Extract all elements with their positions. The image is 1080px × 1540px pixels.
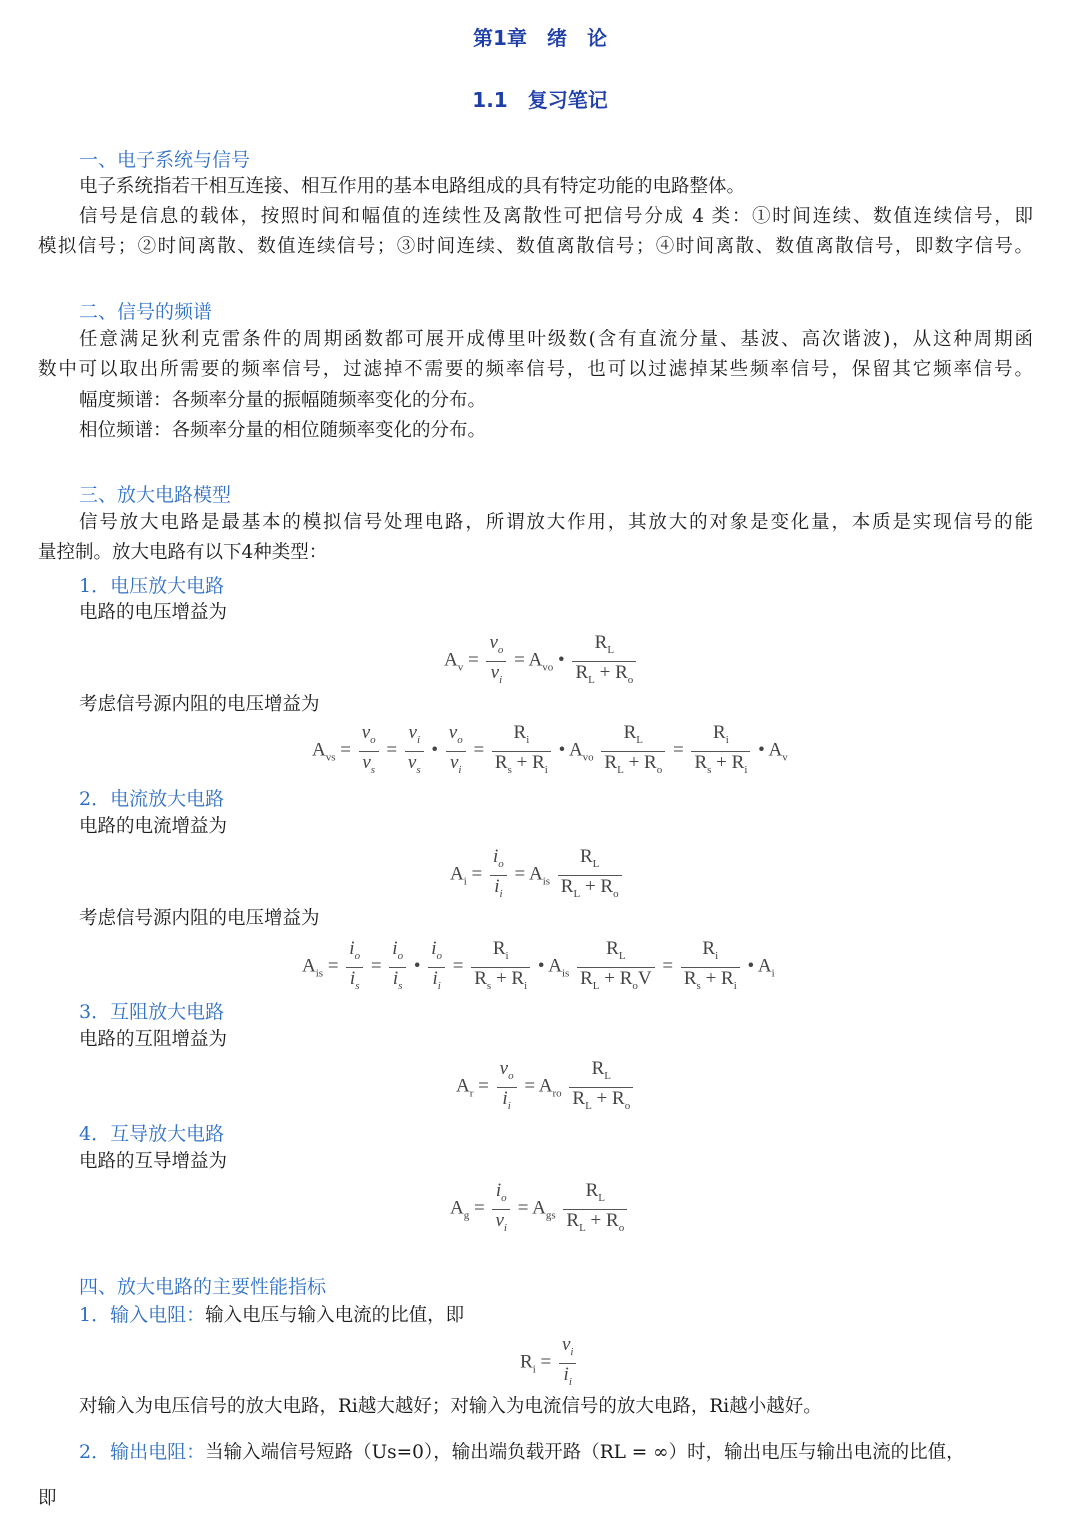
subsection-title-transresistance: 3．互阻放大电路: [79, 1001, 225, 1023]
subsection-title-voltage: 1．电压放大电路: [79, 575, 225, 597]
subsection-title-transconductance: 4．互导放大电路: [79, 1123, 225, 1145]
paragraph: 相位频谱：各频率分量的相位随频率变化的分布。: [79, 420, 487, 441]
section-heading-2: 二、信号的频谱: [79, 301, 213, 323]
paragraph: 信号放大电路是最基本的模拟信号处理电路，所谓放大作用，其放大的对象是变化量，本质是实现信号的能: [79, 512, 1033, 533]
paragraph: 数中可以取出所需要的频率信号，过滤掉不需要的频率信号，也可以过滤掉某些频率信号，保留其它频率信号。: [38, 359, 1033, 380]
section-heading-3: 三、放大电路模型: [79, 484, 232, 506]
output-resistance-label: 2．输出电阻：: [79, 1441, 206, 1463]
paragraph: 即: [38, 1488, 57, 1509]
formula-current-gain-source: $A_{is}$ = $\frac{i_o}{i_s}$ = $\frac{i_o}{i_s}$ • $\frac{i_o}{i_i}$ = $\frac{R_i}{R_s + R_i}$ • $A_{is}$ $R_L$ $R_L + R_oV$ = $\frac{R_i}{R_s + R_i}$ • $A_i$: [302, 938, 775, 992]
paragraph: 任意满足狄利克雷条件的周期函数都可展开成傅里叶级数(含有直流分量、基波、高次谐波)，从这种周期函: [79, 329, 1033, 350]
output-resistance-text: 当输入端信号短路（Us=0），输出端负载开路（RL = ∞）时，输出电压与输出电流的比值，: [205, 1442, 965, 1463]
formula-current-gain: $A_i$ = $\frac{i_o}{i_i}$ = $A_{is}$ $\frac{R_L}{R_L + R_o}$: [450, 846, 625, 905]
paragraph: 电路的互阻增益为: [79, 1029, 228, 1050]
paragraph: 考虑信号源内阻的电压增益为: [79, 694, 320, 715]
input-resistance-item: [79, 1300, 464, 1331]
chapter-title: 第1章 绪 论: [473, 26, 607, 50]
paragraph: 电路的互导增益为: [79, 1151, 228, 1172]
section-heading-4: 四、放大电路的主要性能指标: [79, 1276, 327, 1298]
paragraph: 量控制。放大电路有以下4种类型：: [38, 542, 328, 563]
paragraph: 信号是信息的载体，按照时间和幅值的连续性及离散性可把信号分成 4 类：①时间连续、数值连续信号，即: [79, 206, 1033, 227]
formula-input-resistance: $R_i$ = $\frac{v_i}{i_i}$: [520, 1334, 579, 1393]
section-title: 1.1 复习笔记: [472, 88, 608, 112]
formula-voltage-gain: $A_v$ = $\frac{v_o}{v_i}$ = $A_{vo}$ • $\frac{R_L}{R_L + R_o}$: [444, 632, 639, 691]
paragraph: 对输入为电压信号的放大电路，Ri越大越好；对输入为电流信号的放大电路，Ri越小越好。: [79, 1396, 822, 1417]
paragraph: 幅度频谱：各频率分量的振幅随频率变化的分布。: [79, 390, 487, 411]
formula-transconductance-gain: $A_g$ = $\frac{i_o}{v_i}$ = $A_{gs}$ $\frac{R_L}{R_L + R_o}$: [450, 1180, 630, 1239]
paragraph: 模拟信号；②时间离散、数值连续信号；③时间连续、数值离散信号；④时间离散、数值离散信号，即数字信号。: [38, 236, 1033, 257]
paragraph: 考虑信号源内阻的电压增益为: [79, 908, 320, 929]
input-resistance-label: 1．输入电阻：: [79, 1304, 206, 1326]
subsection-title-current: 2．电流放大电路: [79, 788, 225, 810]
paragraph: 电子系统指若干相互连接、相互作用的基本电路组成的具有特定功能的电路整体。: [79, 176, 746, 197]
formula-voltage-gain-source: $A_{vs}$ = $\frac{v_o}{v_s}$ = $\frac{v_i}{v_s}$ • $\frac{v_o}{v_i}$ = $\frac{R_i}{R_s + R_i}$ • $A_{vo}$ $\frac{R_L}{R_L + R_o}$ = $\frac{R_i}{R_s + R_i}$ • $A_v$: [312, 722, 788, 776]
input-resistance-text: 输入电压与输入电流的比值，即: [205, 1305, 465, 1326]
section-heading-1: 一、电子系统与信号: [79, 149, 251, 171]
paragraph: 电路的电压增益为: [79, 602, 228, 623]
formula-transresistance-gain: $A_r$ = $\frac{v_o}{i_i}$ = $A_{ro}$ $\frac{R_L}{R_L + R_o}$: [456, 1058, 636, 1117]
paragraph: 电路的电流增益为: [79, 816, 228, 837]
output-resistance-item: [79, 1437, 965, 1468]
